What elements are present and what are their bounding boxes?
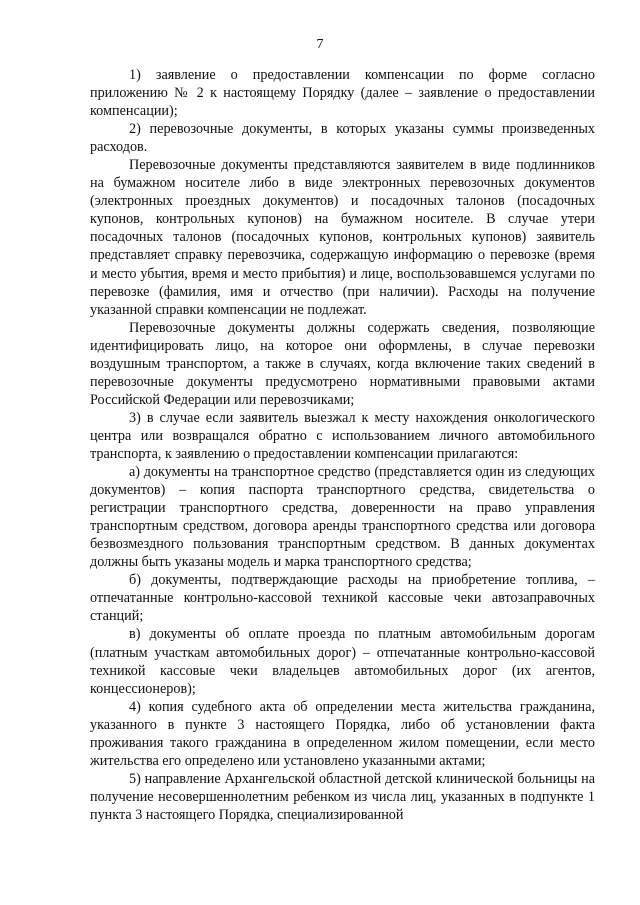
paragraph-item-2-transport-documents: 2) перевозочные документы, в которых указаны суммы произведенных расходов. — [90, 121, 595, 156]
paragraph-subitem-b-fuel-receipts: б) документы, подтверждающие расходы на приобретение топлива, – отпечатанные контрольно-кассовой техникой кассовые чеки автозаправочных станций; — [90, 572, 595, 625]
paragraph-item-1-application: 1) заявление о предоставлении компенсации по форме согласно приложению № 2 к настоящему Порядку (далее – заявление о предоставлении компенсации); — [90, 67, 595, 120]
paragraph-transport-documents-form: Перевозочные документы представляются заявителем в виде подлинников на бумажном носителе либо в виде электронных перевозочных документов (электронных проездных документов) и посадочных талонов (посадочных купонов, контрольных купонов) на бумажном носителе. В случае утери посадочных талонов (посадочных купонов, контрольных купонов) заявитель представляет справку перевозчика, содержащую информацию о перевозке (время и место убытия, время и место прибытия) и лице, воспользовавшемся услугами по перевозке (фамилия, имя и отчество (при наличии). Расходы на получение указанной справки компенсации не подлежат. — [90, 157, 595, 318]
paragraph-subitem-a-vehicle-documents: а) документы на транспортное средство (представляется один из следующих документов) – копия паспорта транспортного средства, свидетельства о регистрации транспортного средства, доверенности на право управления транспортным средством, договора аренды транспортного средства или договора безвозмездного пользования транспортным средством. В данных документах должны быть указаны модель и марка транспортного средства; — [90, 464, 595, 571]
paragraph-item-5-referral: 5) направление Архангельской областной детской клинической больницы на получение несовершеннолетним ребенком из числа лиц, указанных в подпункте 1 пункта 3 настоящего Порядка, специализированной — [90, 770, 595, 823]
paragraph-transport-documents-content: Перевозочные документы должны содержать сведения, позволяющие идентифицировать лицо, на которое они оформлены, в случае перевозки воздушным транспортом, а также в случаях, когда включение таких сведений в перевозочные документы предусмотрено нормативными правовыми актами Российской Федерации или перевозчиками; — [90, 319, 595, 408]
paragraph-item-3-personal-vehicle: 3) в случае если заявитель выезжал к месту нахождения онкологического центра или возвращался обратно с использованием личного автомобильного транспорта, к заявлению о предоставлении компенсации прилагаются: — [90, 409, 595, 462]
document-body — [90, 66, 595, 824]
paragraph-subitem-v-toll-roads: в) документы об оплате проезда по платным автомобильным дорогам (платным участкам автомобильных дорог) – отпечатанные контрольно-кассовой техникой кассовые чеки владельцев автомобильных дорог (их агентов, концессионеров); — [90, 626, 595, 697]
page-number: 7 — [316, 37, 324, 52]
paragraph-item-4-court-act: 4) копия судебного акта об определении места жительства гражданина, указанного в пункте 3 настоящего Порядка, либо об установлении факта проживания такого гражданина в определенном жилом помещении, если место жительства его определено или установлено указанными актами; — [90, 698, 595, 769]
